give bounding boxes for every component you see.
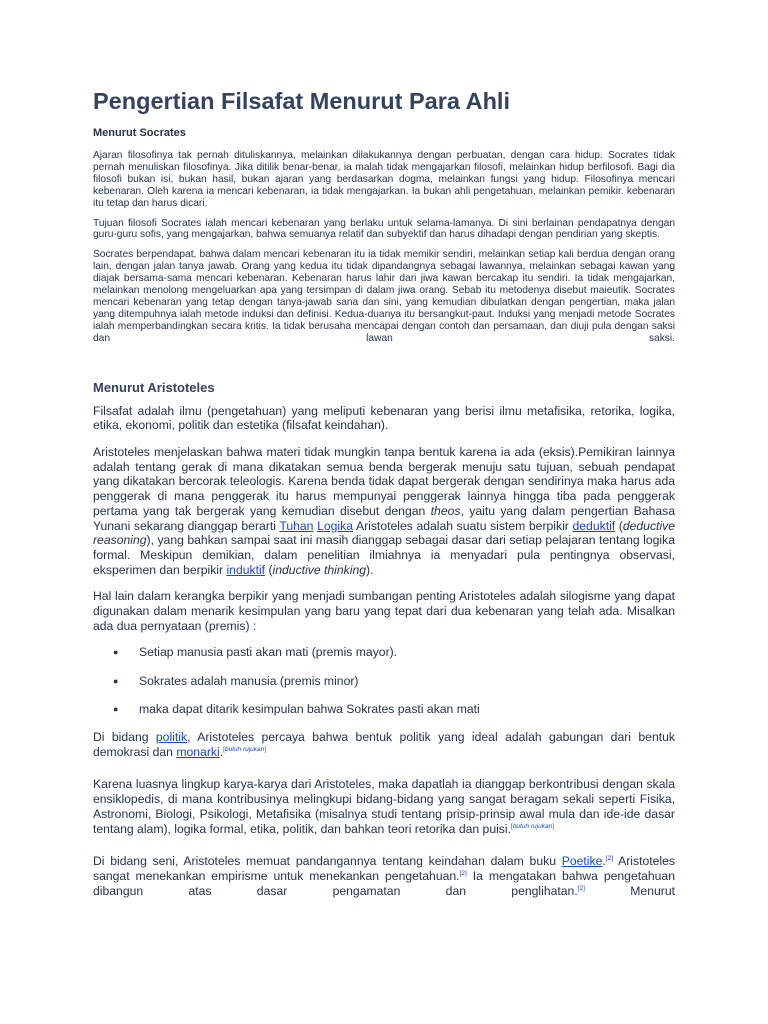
text-run: . bbox=[219, 744, 224, 759]
link-logika[interactable]: Logika bbox=[317, 518, 353, 533]
text-run: ), yang bahkan sampai saat ini masih dianggap sebagai dasar dari setiap pelajaran tentang logika formal. Meskipun demikian, dalam penelitian ilmiahnya ia menyadari pula pentingnya observasi, eksperimen dan berpikir bbox=[93, 533, 675, 577]
section-heading-socrates: Menurut Socrates bbox=[93, 127, 186, 139]
list-item-text: Sokrates adalah manusia (premis minor) bbox=[139, 673, 359, 688]
link-poetike[interactable]: Poetike bbox=[561, 854, 603, 869]
socrates-paragraph-1: Ajaran filosofinya tak pernah dituliskannya, melainkan dilakukannya dengan perbuatan, dengan cara hidup. Socrates tidak pernah menuliskan filosofinya. Jika ditilik benar-benar, ia malah tidak mengajarkan filosofi, melainkan hidup berfilosofi. Bagi dia filosofi bukan isi, bukan hasil, bukan ajaran yang berdasarkan dogma, melainkan fungsi yang hidup. Filosofinya mencari kebenaran. Oleh karena ia mencari kebenaran, ia tidak mengajarkan. Ia bukan ahli pengetahuan, melainkan pemikir. kebenaran itu tetap dan harus dicari. bbox=[93, 150, 675, 209]
link-politik[interactable]: politik bbox=[155, 730, 188, 745]
list-item bbox=[93, 702, 675, 717]
link-deduktif[interactable]: deduktif bbox=[572, 518, 616, 533]
text-run: Karena luasnya lingkup karya-karya dari Aristoteles, maka dapatlah ia dianggap berkontribusi dengan skala ensiklopedis, di mana kontribusinya melingkupi bidang-bidang yang sangat beragam sekali seperti Fisika, Astronomi, Biologi, Psikologi, Metafisika (misalnya studi tentang prisip-prinsip awal mula dan ide-ide dasar tentang alam), logika formal, etika, politik, dan bahkan teori retorika dan puisi. bbox=[93, 777, 675, 836]
text-run: Di bidang bbox=[93, 730, 156, 745]
term-theos: theos bbox=[430, 503, 461, 518]
text-run: ( bbox=[265, 562, 273, 577]
socrates-paragraph-2: Tujuan filosofi Socrates ialah mencari kebenaran yang berlaku untuk selama-lamanya. Di sini berlainan pendapatnya dengan guru-guru sofis, yang mengajarkan, bahwa semuanya relatif dan subyektif dan harus dihadapi dengan pendirian yang skeptis. bbox=[93, 217, 675, 241]
aristoteles-paragraph-6 bbox=[93, 854, 675, 898]
citation-ref[interactable]: [2] bbox=[577, 884, 585, 892]
text-run: Aristoteles adalah suatu sistem berpikir bbox=[353, 518, 573, 533]
citation-ref[interactable]: [2] bbox=[459, 869, 467, 877]
list-item bbox=[93, 645, 675, 660]
list-item-text: Setiap manusia pasti akan mati (premis mayor). bbox=[139, 645, 398, 660]
text-run: , Aristoteles percaya bahwa bentuk politik yang ideal adalah gabungan dari bentuk demokrasi dan bbox=[93, 730, 675, 759]
list-item bbox=[93, 674, 675, 689]
citation-number: 2 bbox=[579, 884, 584, 892]
text-run: ( bbox=[615, 518, 623, 533]
link-tuhan[interactable]: Tuhan bbox=[279, 518, 314, 533]
citation-needed-text: butuh rujukan bbox=[224, 745, 265, 753]
article-body bbox=[93, 86, 675, 910]
text-run: . bbox=[602, 854, 606, 869]
citation-number: 2 bbox=[607, 855, 612, 863]
premise-list bbox=[93, 645, 675, 716]
aristoteles-paragraph-2 bbox=[93, 445, 675, 577]
section-heading-aristoteles: Menurut Aristoteles bbox=[93, 379, 215, 395]
link-induktif[interactable]: induktif bbox=[226, 562, 266, 577]
term-inductive-thinking: inductive thinking bbox=[272, 562, 367, 577]
aristoteles-paragraph-3: Hal lain dalam kerangka berpikir yang menjadi sumbangan penting Aristoteles adalah silogisme yang dapat digunakan dalam menarik kesimpulan yang baru yang tepat dari dua kebenaran yang telah ada. Misalkan ada dua pernyataan (premis) : bbox=[93, 589, 675, 633]
aristoteles-paragraph-5 bbox=[93, 777, 675, 836]
page-title: Pengertian Filsafat Menurut Para Ahli bbox=[93, 88, 510, 114]
text-run: Di bidang seni, Aristoteles memuat pandangannya tentang keindahan dalam buku bbox=[93, 854, 562, 869]
bullet-icon: ● bbox=[113, 647, 119, 658]
citation-needed[interactable]: [butuh rujukan] bbox=[511, 822, 555, 830]
citation-number: 2 bbox=[461, 869, 465, 877]
link-monarki[interactable]: monarki bbox=[176, 744, 220, 759]
text-run: Menurut bbox=[584, 883, 675, 898]
bullet-icon: ● bbox=[113, 703, 119, 714]
text-run: ). bbox=[366, 562, 374, 577]
aristoteles-paragraph-4 bbox=[93, 730, 675, 759]
text-run: Ia mengatakan bahwa pengetahuan dibangun atas dasar pengamatan dan penglihatan. bbox=[93, 868, 675, 898]
citation-needed-text: butuh rujukan bbox=[512, 822, 553, 830]
text-run: Aristoteles sangat menekankan empirisme untuk menekankan pengetahuan. bbox=[93, 854, 675, 883]
citation-needed[interactable]: [butuh rujukan] bbox=[223, 745, 267, 753]
citation-ref[interactable]: [2] bbox=[605, 855, 614, 863]
aristoteles-paragraph-1: Filsafat adalah ilmu (pengetahuan) yang meliputi kebenaran yang berisi ilmu metafisika, retorika, logika, etika, ekonomi, politik dan estetika (filsafat keindahan). bbox=[93, 403, 675, 433]
bullet-icon: ● bbox=[113, 675, 119, 686]
text-run: Aristoteles menjelaskan bahwa materi tidak mungkin tanpa bentuk karena ia ada (eksis).Pemikiran lainnya adalah tentang gerak di mana dikatakan semua benda bergerak menuju satu tujuan, sebuah pendapat yang dikatakan bercorak teleologis. Karena benda tidak dapat bergerak dengan sendirinya maka harus ada penggerak di mana penggerak itu harus mempunyai penggerak lainnya hingga tiba pada penggerak pertama yang tak bergerak yang kemudian disebut dengan bbox=[93, 445, 675, 518]
socrates-paragraph-3: Socrates berpendapat, bahwa dalam mencari kebenaran itu ia tidak memikir sendiri, melainkan setiap kali berdua dengan orang lain, dengan jalan tanya jawab. Orang yang kedua itu tidak dipandangnya sebagai lawannya, melainkan sebagai kawan yang diajak bersama-sama mencari kebenaran. Kebenaran harus lahir dari jiwa kawan bercakap itu sendiri. Ia tidak mengajarkan, melainkan menolong mengeluarkan apa yang tersimpan di dalam jiwa orang. Sebab itu metodenya disebut maieutik. Socrates mencari kebenaran yang tetap dengan tanya-jawab sana dan sini, yang kemudian dibulatkan dengan pengertian, maka jalan yang ditempuhnya ialah metode induksi dan definisi. Kedua-duanya itu bersangkut-paut. Induksi yang menjadi metode Socrates ialah memperbandingkan secara kritis. Ia tidak berusaha mencapai dengan contoh dan persamaan, dan diuji pula dengan saksi dan lawan saksi. bbox=[93, 249, 675, 344]
text-run: , yaitu yang dalam pengertian Bahasa Yunani sekarang dianggap berarti bbox=[93, 503, 675, 533]
term-deductive-reasoning: deductive reasoning bbox=[93, 518, 676, 548]
list-item-text: maka dapat ditarik kesimpulan bahwa Sokrates pasti akan mati bbox=[139, 701, 480, 716]
